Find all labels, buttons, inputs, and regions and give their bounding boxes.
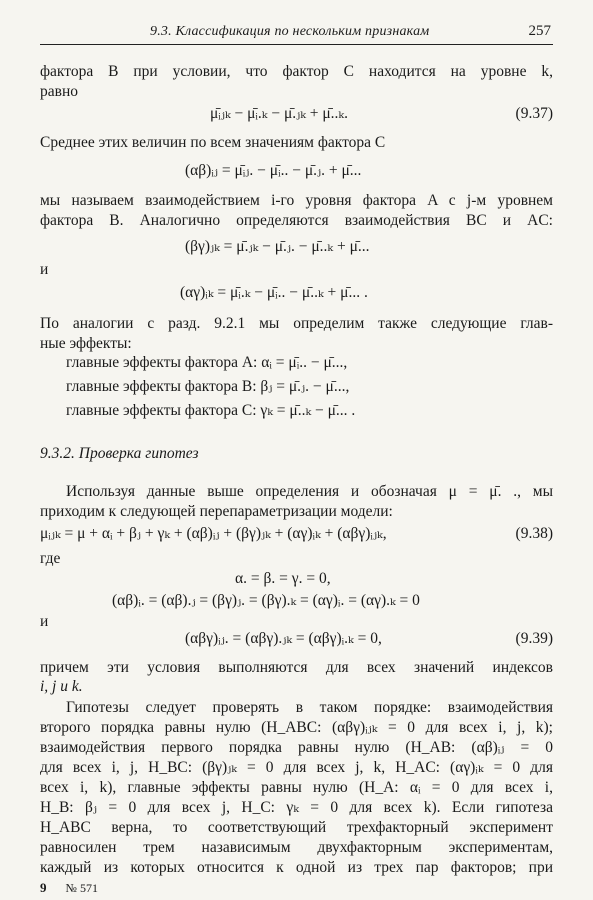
equation-number: (9.38): [515, 525, 553, 542]
text-line: равно: [40, 83, 78, 100]
text-line: H_ABC верна, то соответствующий трехфакторный эксперимент: [40, 819, 553, 836]
equation-body: (βγ)ⱼₖ = μ̄.ⱼₖ − μ̄.ⱼ. − μ̄..ₖ + μ̄...: [185, 238, 370, 255]
text-line: и: [40, 261, 49, 278]
equation-body: μᵢⱼₖ = μ + αᵢ + βⱼ + γₖ + (αβ)ᵢⱼ + (βγ)ⱼₖ + (αγ)ᵢₖ + (αβγ)ᵢⱼₖ,: [40, 525, 387, 542]
running-header: [40, 22, 553, 45]
text-line: где: [40, 550, 61, 567]
running-title: 9.3. Классификация по нескольким признакам: [150, 24, 430, 39]
text-line: приходим к следующей перепараметризации модели:: [40, 503, 393, 520]
page-footer: [40, 880, 98, 896]
text-line: H_B: βⱼ = 0 для всех j, H_C: γₖ = 0 для всех k). Если гипотеза: [40, 799, 553, 816]
text-line: причем эти условия выполняются для всех значений индексов: [40, 659, 553, 676]
equation-body: (αγ)ᵢₖ = μ̄ᵢ.ₖ − μ̄ᵢ.. − μ̄..ₖ + μ̄... .: [180, 284, 368, 301]
text-line: каждый из которых относится к одной из трех пар факторов; при: [40, 859, 553, 876]
text-line: По аналогии с разд. 9.2.1 мы определим также следующие глав-: [40, 315, 553, 332]
text-line: взаимодействия первого порядка равны нулю (H_AB: (αβ)ᵢⱼ = 0: [40, 739, 553, 756]
main-effects-line: главные эффекты фактора A: αᵢ = μ̄ᵢ.. − μ̄...,: [66, 354, 348, 371]
text-line: второго порядка равны нулю (H_ABC: (αβγ)ᵢⱼₖ = 0 для всех i, j, k);: [40, 719, 553, 736]
text-line: всех i, k), главные эффекты равны нулю (H_A: αᵢ = 0 для всех i,: [40, 779, 553, 796]
text-line: мы называем взаимодействием i-го уровня фактора A с j-м уровнем: [40, 192, 553, 209]
text-line: ные эффекты:: [40, 335, 132, 352]
text-line: равносилен трем назависимым двухфакторным экспериментам,: [40, 839, 553, 856]
equation-body: α. = β. = γ. = 0,: [235, 570, 331, 587]
equation-body: (αβγ)ᵢⱼ. = (αβγ).ⱼₖ = (αβγ)ᵢ.ₖ = 0,: [185, 630, 382, 647]
equation-body: μ̄ᵢⱼₖ − μ̄ᵢ.ₖ − μ̄.ⱼₖ + μ̄..ₖ.: [210, 105, 348, 122]
main-effects-line: главные эффекты фактора C: γₖ = μ̄..ₖ − μ̄... .: [66, 402, 356, 419]
equation-number: (9.39): [515, 630, 553, 647]
text-line: Среднее этих величин по всем значениям фактора C: [40, 134, 386, 151]
equation-body: (αβ)ᵢⱼ = μ̄ᵢⱼ. − μ̄ᵢ.. − μ̄.ⱼ. + μ̄...: [185, 162, 362, 179]
main-effects-line: главные эффекты фактора B: βⱼ = μ̄.ⱼ. − μ̄...,: [66, 378, 350, 395]
text-line: фактора B. Аналогично определяются взаимодействия BC и AC:: [40, 212, 553, 229]
signature-number: 9: [40, 880, 47, 895]
section-heading: 9.3.2. Проверка гипотез: [40, 445, 199, 462]
text-line: i, j и k.: [40, 678, 83, 695]
page-number: 257: [528, 23, 551, 39]
text-line: для всех i, j, H_BC: (βγ)ⱼₖ = 0 для всех j, k, H_AC: (αγ)ᵢₖ = 0 для: [40, 759, 553, 776]
text-line: фактора B при условии, что фактор C находится на уровне k,: [40, 63, 553, 80]
print-order-number: № 571: [65, 881, 98, 895]
text-line: и: [40, 613, 49, 630]
text-line: Используя данные выше определения и обозначая μ = μ̄. ., мы: [66, 483, 553, 500]
equation-body: (αβ)ᵢ. = (αβ).ⱼ = (βγ)ⱼ. = (βγ).ₖ = (αγ)ᵢ. = (αγ).ₖ = 0: [112, 592, 420, 609]
text-line: Гипотезы следует проверять в таком порядке: взаимодействия: [66, 699, 553, 716]
equation-number: (9.37): [515, 105, 553, 122]
